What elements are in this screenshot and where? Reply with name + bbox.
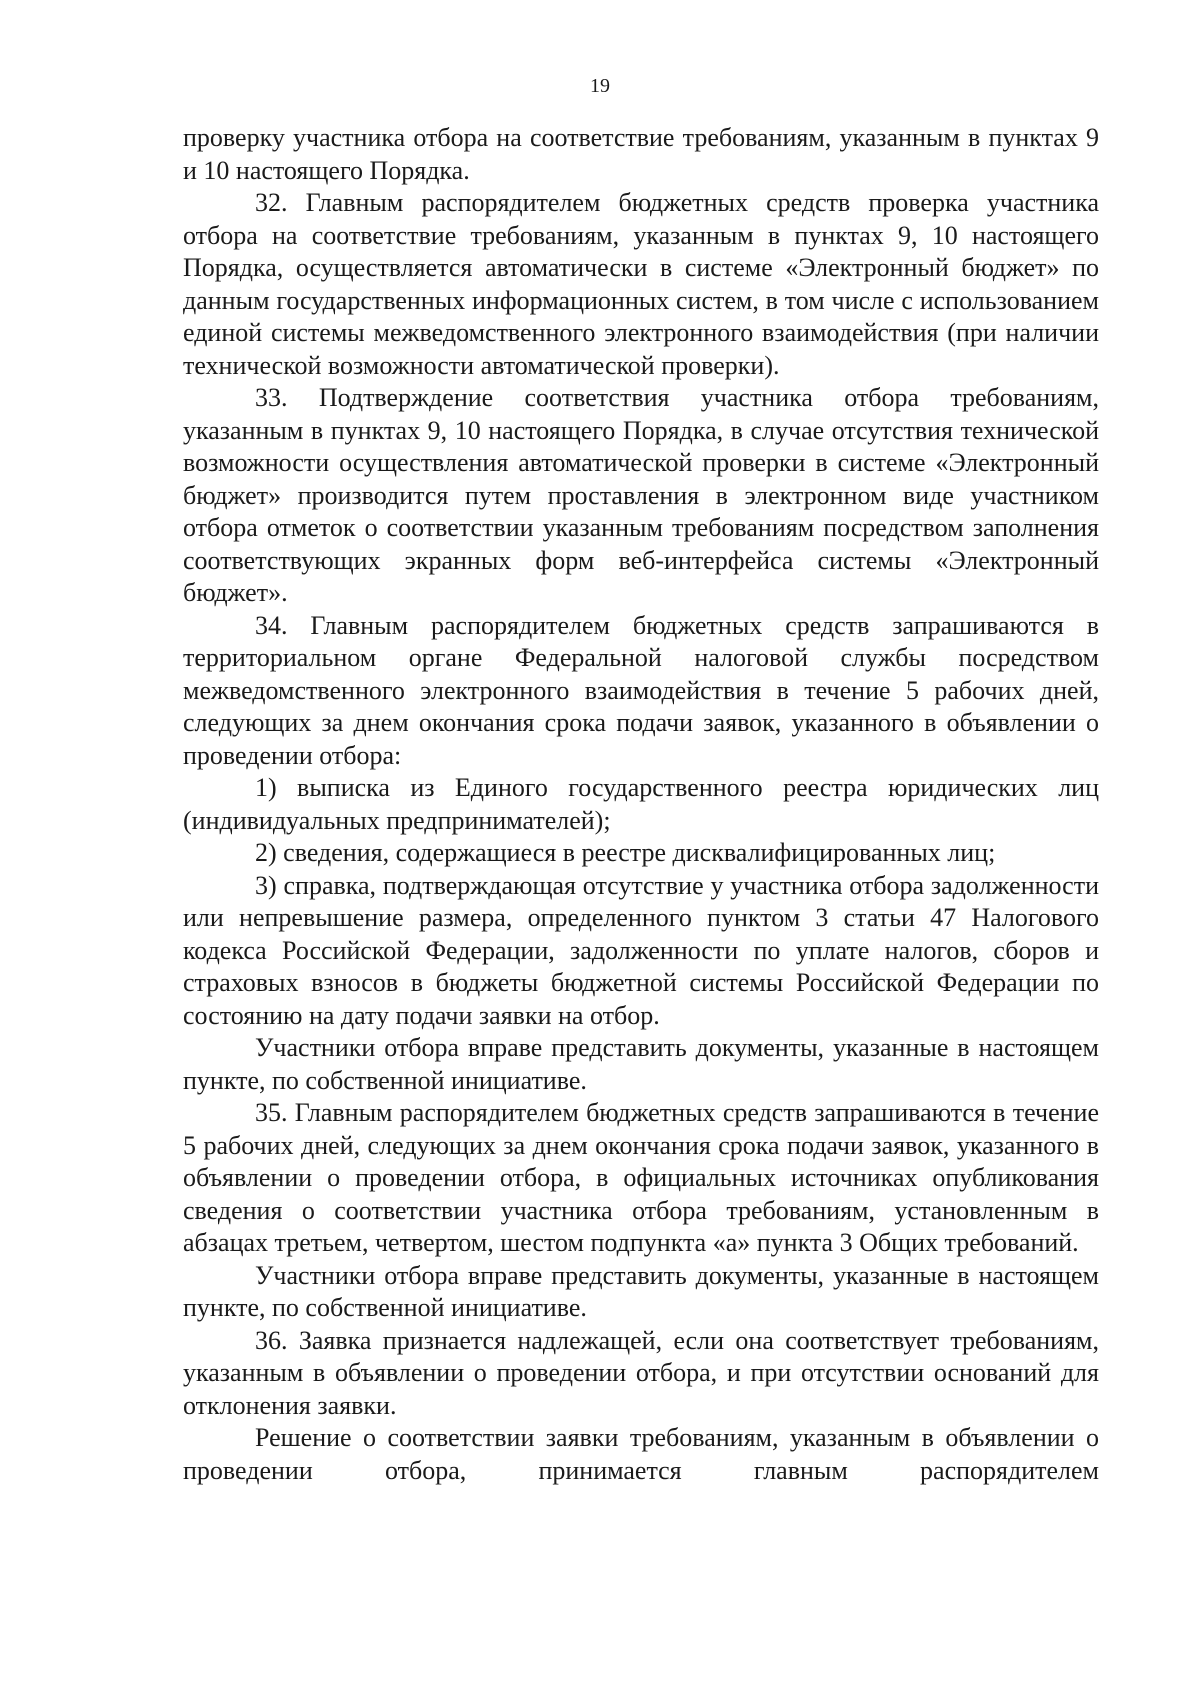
paragraph-decision: Решение о соответствии заявки требованиям, указанным в объявлении о проведении отбора, принимается главным распорядителем [183, 1423, 1099, 1485]
paragraph-item-33: 33. Подтверждение соответствия участника отбора требованиям, указанным в пунктах 9, 10 настоящего Порядка, в случае отсутствия технической возможности осуществления автоматической проверки в системе «Электронный бюджет» производится путем проставления в электронном виде участником отбора отметок о соответствии указанным требованиям посредством заполнения соответствующих экранных форм веб-интерфейса системы «Электронный бюджет». [183, 383, 1099, 607]
subitem-1: 1) выписка из Единого государственного реестра юридических лиц (индивидуальных предпринимателей); [183, 773, 1099, 835]
paragraph-item-35: 35. Главным распорядителем бюджетных средств запрашиваются в течение 5 рабочих дней, следующих за днем окончания срока подачи заявок, указанного в объявлении о проведении отбора, в официальных источниках опубликования сведения о соответствии участника отбора требованиям, установленным в абзацах третьем, четвертом, шестом подпункта «а» пункта 3 Общих требований. [183, 1098, 1099, 1257]
paragraph-item-36: 36. Заявка признается надлежащей, если она соответствует требованиям, указанным в объявлении о проведении отбора, и при отсутствии оснований для отклонения заявки. [183, 1325, 1099, 1420]
paragraph-item-32: 32. Главным распорядителем бюджетных средств проверка участника отбора на соответствие требованиям, указанным в пунктах 9, 10 настоящего Порядка, осуществляется автоматически в системе «Электронный бюджет» по данным государственных информационных систем, в том числе с использованием единой системы межведомственного электронного взаимодействия (при наличии технической возможности автоматической проверки). [183, 188, 1099, 380]
subitem-3: 3) справка, подтверждающая отсутствие у участника отбора задолженности или непревышение размера, определенного пунктом 3 статьи 47 Налогового кодекса Российской Федерации, задолженности по уплате налогов, сборов и страховых взносов в бюджеты бюджетной системы Российской Федерации по состоянию на дату подачи заявки на отбор. [183, 870, 1099, 1030]
paragraph-item-34: 34. Главным распорядителем бюджетных средств запрашиваются в территориальном органе Федеральной налоговой службы посредством межведомственного электронного взаимодействия в течение 5 рабочих дней, следующих за днем окончания срока подачи заявок, указанного в объявлении о проведении отбора: [183, 610, 1099, 770]
page-number: 19 [590, 75, 610, 97]
subitem-2: 2) сведения, содержащиеся в реестре дисквалифицированных лиц; [255, 838, 996, 867]
paragraph-note-35: Участники отбора вправе представить документы, указанные в настоящем пункте, по собственной инициативе. [183, 1260, 1099, 1322]
paragraph-continuation: проверку участника отбора на соответствие требованиям, указанным в пунктах 9 и 10 настоящего Порядка. [183, 123, 1099, 185]
document-body [183, 122, 1099, 1487]
paragraph-note-34: Участники отбора вправе представить документы, указанные в настоящем пункте, по собственной инициативе. [183, 1033, 1099, 1095]
